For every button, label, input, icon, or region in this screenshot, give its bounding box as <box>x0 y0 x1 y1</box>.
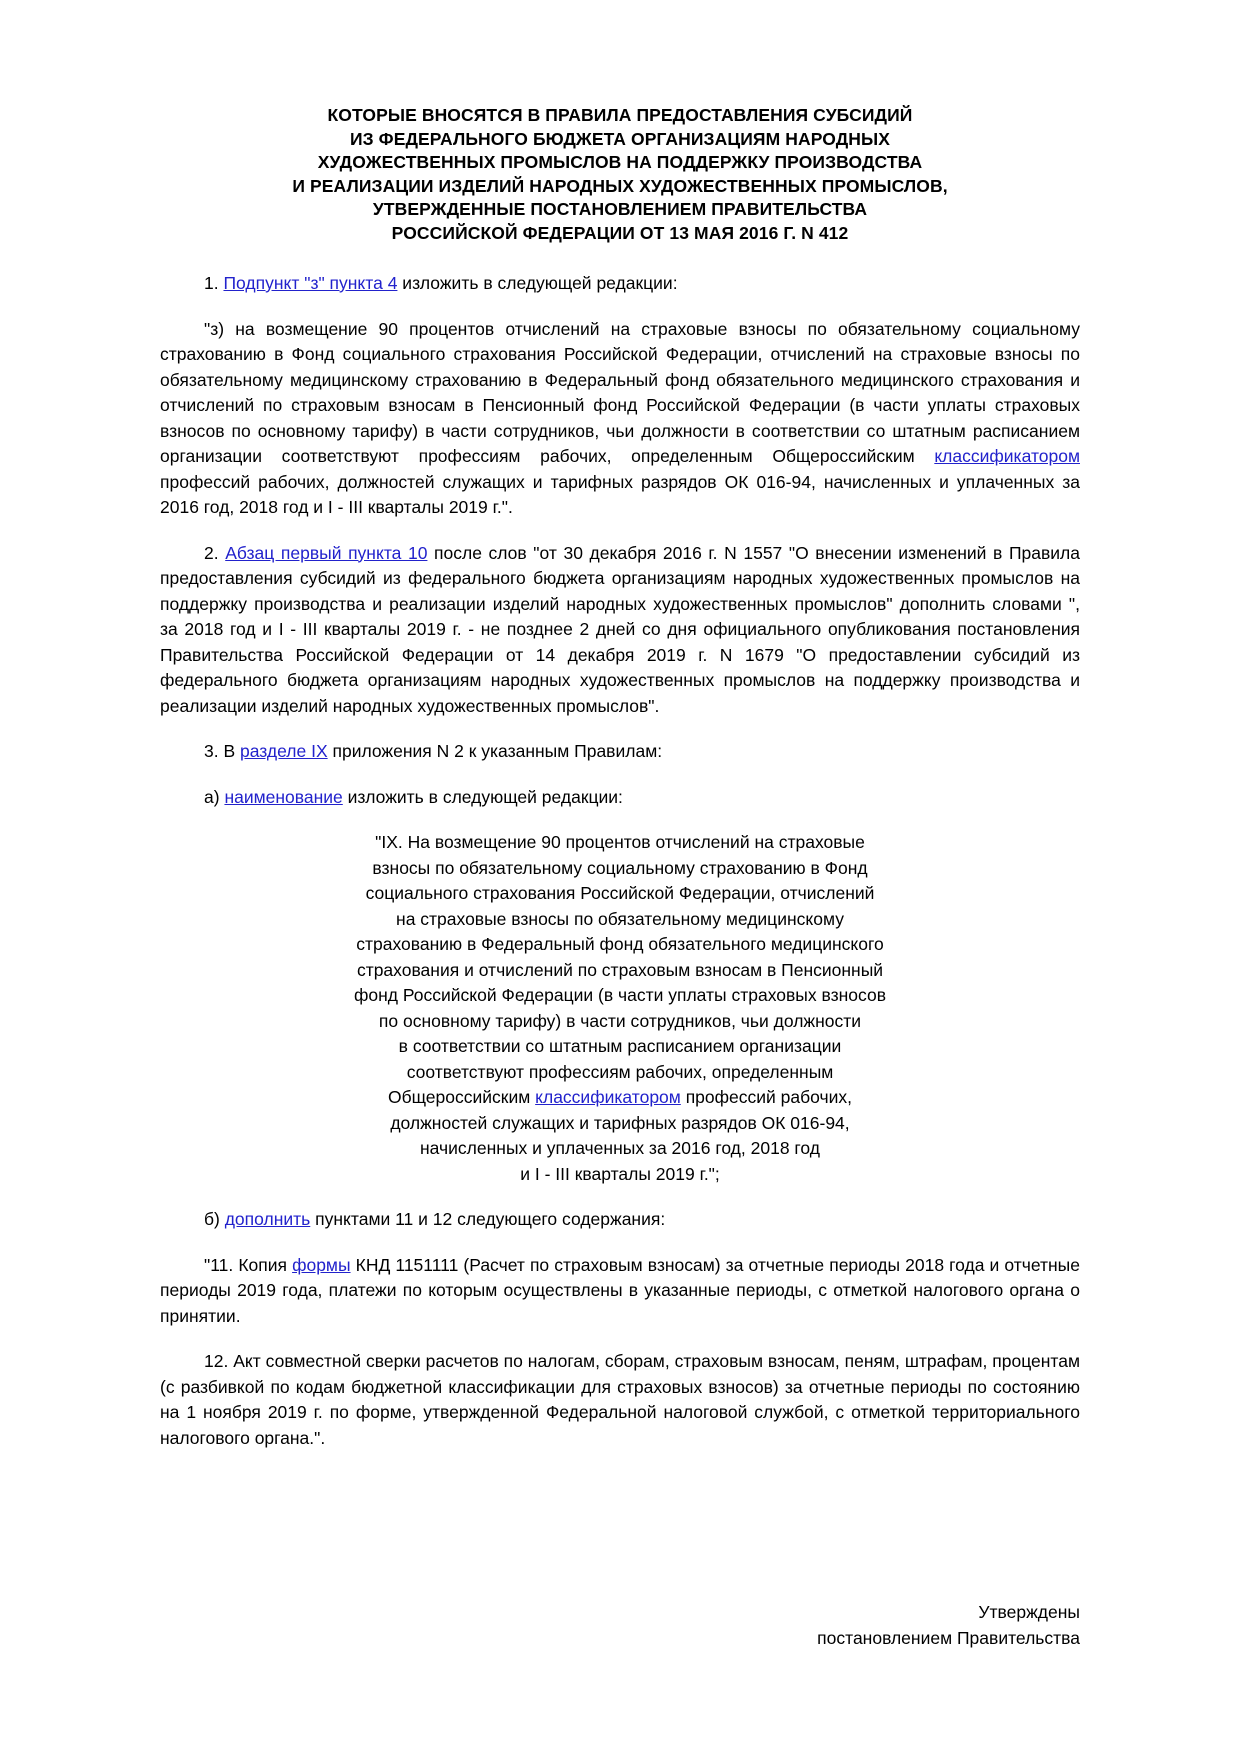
link-formy[interactable]: формы <box>292 1254 351 1275</box>
item-2-tail: после слов "от 30 декабря 2016 г. N 1557 "О внесении изменений в Правила предоставления субсидий из федерального бюджета организациям народных художественных промыслов на поддержку производства и реализации изделий народных художественных промыслов" дополнить словами ", за 2018 год и I - III кварталы 2019 г. - не позднее 2 дней со дня официального опубликования постановления Правительства Российской Федерации от 14 декабря 2019 г. N 1679 "О предоставлении субсидий из федерального бюджета организациям народных художественных промыслов на поддержку производства и реализации изделий народных художественных промыслов". <box>160 542 1081 716</box>
item-11-after: КНД 1151111 (Расчет по страховым взносам) за отчетные периоды 2018 года и отчетные периоды 2019 года, платежи по которым осуществлены в указанные периоды, с отметкой налогового органа о принятии. <box>160 1254 1080 1326</box>
section-ix-line: должностей служащих и тарифных разрядов ОК 016-94, <box>390 1112 850 1133</box>
section-ix-quoted-title <box>160 830 1080 1187</box>
section-ix-line: социального страхования Российской Федерации, отчислений <box>365 883 875 903</box>
title-line: КОТОРЫЕ ВНОСЯТСЯ В ПРАВИЛА ПРЕДОСТАВЛЕНИЯ СУБСИДИЙ <box>327 105 913 125</box>
paragraph-item-11 <box>160 1253 1080 1330</box>
item-2-number: 2. <box>204 542 226 563</box>
paragraph-item-3a <box>160 785 1080 811</box>
link-naimenovanie[interactable]: наименование <box>224 786 343 807</box>
section-ix-line: на страховые взносы по обязательному медицинскому <box>396 908 844 929</box>
section-ix-link-before: Общероссийским <box>387 1087 536 1107</box>
item-3b-number: б) <box>204 1209 225 1229</box>
footer-line-resolution: постановлением Правительства <box>817 1627 1080 1648</box>
title-line: И РЕАЛИЗАЦИИ ИЗДЕЛИЙ НАРОДНЫХ ХУДОЖЕСТВЕННЫХ ПРОМЫСЛОВ, <box>292 175 948 196</box>
page-title <box>160 104 1080 245</box>
paragraph-item-3b <box>160 1207 1080 1233</box>
link-subpoint-z-point-4[interactable]: Подпункт "з" пункта 4 <box>223 273 398 293</box>
section-ix-line: взносы по обязательному социальному страхованию в Фонд <box>372 857 868 878</box>
title-line: РОССИЙСКОЙ ФЕДЕРАЦИИ ОТ 13 МАЯ 2016 Г. N 412 <box>391 222 849 243</box>
link-paragraph-one-point-10[interactable]: Абзац первый пункта 10 <box>225 542 428 563</box>
section-ix-link-after: профессий рабочих, <box>680 1087 853 1107</box>
link-section-ix[interactable]: разделе IX <box>240 741 328 761</box>
title-line: ХУДОЖЕСТВЕННЫХ ПРОМЫСЛОВ НА ПОДДЕРЖКУ ПРОИЗВОДСТВА <box>317 152 923 172</box>
paragraph-item-2 <box>160 541 1080 720</box>
section-ix-line-with-link <box>160 1085 1080 1111</box>
link-classifier-1[interactable]: классификатором <box>934 446 1080 466</box>
paragraph-item-12: 12. Акт совместной сверки расчетов по налогам, сборам, страховым взносам, пеням, штрафам, процентам (с разбивкой по кодам бюджетной классификации для страховых взносов) за отчетные периоды по состоянию на 1 ноября 2019 г. по форме, утвержденной Федеральной налоговой службой, с отметкой территориального налогового органа.". <box>160 1351 1080 1448</box>
footer-line-approved: Утверждены <box>978 1602 1080 1622</box>
section-ix-line: и I - III кварталы 2019 г."; <box>520 1163 720 1184</box>
paragraph-item-1 <box>160 271 1080 297</box>
section-ix-line: "IX. На возмещение 90 процентов отчислений на страховые <box>375 832 865 852</box>
section-ix-line: в соответствии со штатным расписанием организации <box>398 1036 842 1056</box>
section-ix-line: страхования и отчислений по страховым взносам в Пенсионный <box>356 959 884 980</box>
approval-footer <box>817 1600 1080 1651</box>
item-3-tail: приложения N 2 к указанным Правилам: <box>327 741 663 761</box>
section-ix-line: начисленных и уплаченных за 2016 год, 2018 год <box>420 1138 820 1158</box>
item-3-number: 3. В <box>204 741 240 761</box>
section-ix-line: страхованию в Федеральный фонд обязательного медицинского <box>356 934 884 954</box>
link-classifier-2[interactable]: классификатором <box>535 1087 681 1107</box>
item-1-body-after: профессий рабочих, должностей служащих и тарифных разрядов ОК 016-94, начисленных и уплаченных за 2016 год, 2018 год и I - III кварталы 2019 г.". <box>160 471 1080 517</box>
section-ix-line: фонд Российской Федерации (в части уплаты страховых взносов <box>353 985 886 1005</box>
item-11-before: "11. Копия <box>204 1254 293 1275</box>
section-ix-line: соответствуют профессиям рабочих, определенным <box>406 1061 834 1082</box>
title-line: ИЗ ФЕДЕРАЛЬНОГО БЮДЖЕТА ОРГАНИЗАЦИЯМ НАРОДНЫХ <box>349 128 891 149</box>
item-3a-tail: изложить в следующей редакции: <box>342 786 623 807</box>
section-ix-line: по основному тарифу) в части сотрудников, чьи должности <box>378 1010 862 1031</box>
title-line: УТВЕРЖДЕННЫЕ ПОСТАНОВЛЕНИЕМ ПРАВИТЕЛЬСТВА <box>372 199 868 219</box>
item-1-tail: изложить в следующей редакции: <box>397 273 678 293</box>
item-1-body-before: "з) на возмещение 90 процентов отчислений на страховые взносы по обязательному социальному страхованию в Фонд социального страхования Российской Федерации, отчислений на страховые взносы по обязательному медицинскому страхованию в Федеральный фонд обязательного медицинского страхования и отчислений по страховым взносам в Пенсионный фонд Российской Федерации (в части уплаты страховых взносов по основному тарифу) в части сотрудников, чьи должности в соответствии со штатным расписанием организации соответствуют профессиям рабочих, определенным Общероссийским <box>160 318 1080 466</box>
item-1-number: 1. <box>204 273 224 293</box>
item-3b-tail: пунктами 11 и 12 следующего содержания: <box>310 1209 666 1229</box>
link-dopolnit[interactable]: дополнить <box>224 1209 311 1229</box>
item-3a-number: а) <box>204 786 225 807</box>
paragraph-item-1-body <box>160 317 1080 521</box>
paragraph-item-3 <box>160 739 1080 765</box>
